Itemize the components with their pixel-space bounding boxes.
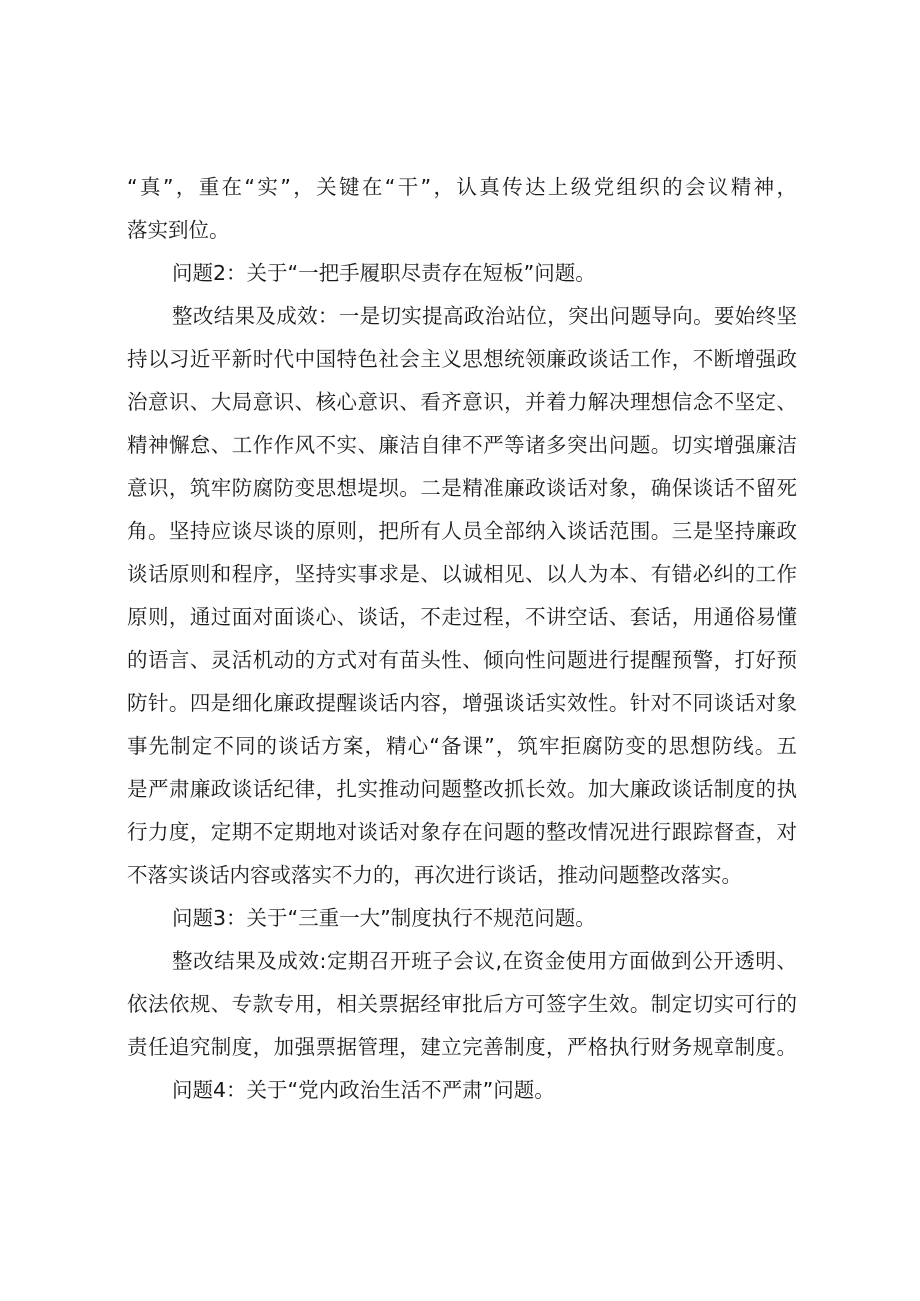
- text-line: 责任追究制度，加强票据管理，建立完善制度，严格执行财务规章制度。: [127, 1035, 797, 1059]
- text-line: 不落实谈话内容或落实不力的，再次进行谈话，推动问题整改落实。: [127, 863, 742, 887]
- text-line: 是严肃廉政谈话纪律，扎实推动问题整改抓长效。加大廉政谈话制度的执: [127, 777, 797, 801]
- text-line: 事先制定不同的谈话方案，精心“备课”，筑牢拒腐防变的思想防线。五: [127, 734, 797, 758]
- text-line: 防针。四是细化廉政提醒谈话内容，增强谈话实效性。针对不同谈话对象: [127, 691, 797, 715]
- text-line: 整改结果及成效：一是切实提高政治站位，突出问题导向。要始终坚: [172, 304, 797, 328]
- text-line: 问题4：关于“党内政治生活不严肃”问题。: [172, 1078, 555, 1102]
- document-body: [127, 166, 797, 1112]
- text-line: 整改结果及成效:定期召开班子会议,在资金使用方面做到公开透明、: [172, 949, 797, 973]
- rectification-paragraph-3: [127, 940, 797, 1069]
- text-line: 意识，筑牢防腐防变思想堤坝。二是精准廉政谈话对象，确保谈话不留死: [127, 476, 797, 500]
- text-line: 依法依规、专款专用，相关票据经审批后方可签字生效。制定切实可行的: [127, 992, 797, 1016]
- text-line: 行力度，定期不定期地对谈话对象存在问题的整改情况进行跟踪督查，对: [127, 820, 797, 844]
- text-line: 谈话原则和程序，坚持实事求是、以诚相见、以人为本、有错必纠的工作: [127, 562, 797, 586]
- text-line: 的语言、灵活机动的方式对有苗头性、倾向性问题进行提醒预警，打好预: [127, 648, 797, 672]
- paragraph-continuation: [127, 166, 797, 252]
- text-line: 持以习近平新时代中国特色社会主义思想统领廉政谈话工作，不断增强政: [127, 347, 797, 371]
- text-line: 落实到位。: [127, 218, 230, 242]
- text-line: 问题3：关于“三重一大”制度执行不规范问题。: [172, 906, 596, 930]
- text-line: 原则，通过面对面谈心、谈话，不走过程，不讲空话、套话，用通俗易懂: [127, 605, 797, 629]
- text-line: 角。坚持应谈尽谈的原则，把所有人员全部纳入谈话范围。三是坚持廉政: [127, 519, 797, 543]
- issue-heading-2: [127, 252, 797, 295]
- text-line: 治意识、大局意识、核心意识、看齐意识，并着力解决理想信念不坚定、: [127, 390, 797, 414]
- text-line: 问题2：关于“一把手履职尽责存在短板”问题。: [172, 261, 596, 285]
- issue-heading-4: [127, 1069, 797, 1112]
- text-line: “真”，重在“实”，关键在“干”，认真传达上级党组织的会议精神，: [127, 175, 797, 199]
- text-line: 精神懈怠、工作作风不实、廉洁自律不严等诸多突出问题。切实增强廉洁: [127, 433, 797, 457]
- rectification-paragraph-2: [127, 295, 797, 897]
- issue-heading-3: [127, 897, 797, 940]
